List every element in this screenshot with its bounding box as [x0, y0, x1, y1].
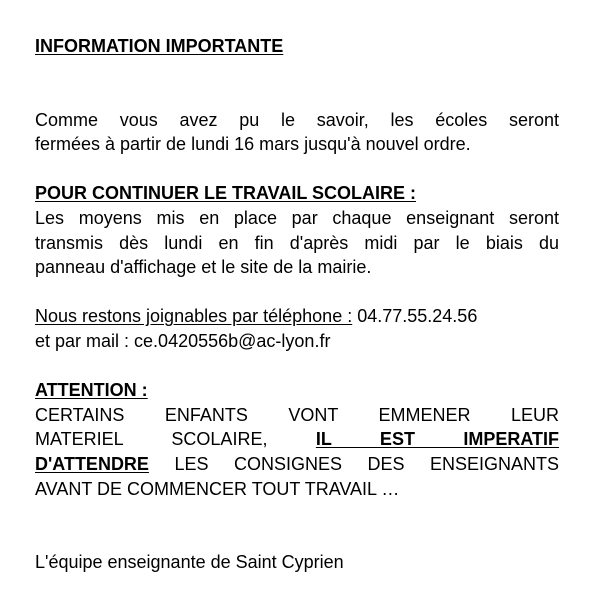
continue-heading-text: POUR CONTINUER LE TRAVAIL SCOLAIRE :	[35, 183, 417, 204]
mail-address: ce.0420556b@ac-lyon.fr	[134, 330, 331, 351]
mail-label: et par mail :	[35, 330, 135, 351]
intro-paragraph	[35, 108, 559, 157]
attention-line-1: CERTAINS ENFANTS VONT EMMENER LEUR	[35, 404, 559, 425]
contact-mail-line	[35, 329, 559, 354]
attention-line-2	[35, 427, 559, 452]
contact-section	[35, 304, 559, 353]
attention-heading-text: ATTENTION :	[35, 380, 148, 401]
phone-number: 04.77.55.24.56	[352, 306, 478, 327]
phone-label: Nous restons joignables par téléphone :	[35, 306, 353, 327]
continue-line-1: Les moyens mis en place par chaque enseignant seront	[35, 207, 559, 228]
title-text: INFORMATION IMPORTANTE	[35, 36, 284, 56]
continue-section	[35, 181, 559, 279]
attention-heading	[35, 378, 559, 403]
contact-phone-line	[35, 304, 559, 329]
continue-line-3: panneau d'affichage et le site de la mairie.	[35, 257, 372, 278]
document-page	[35, 34, 559, 575]
attention-line-3	[35, 452, 559, 477]
attention-emphasis-b: D'ATTENDRE	[35, 453, 149, 474]
intro-line-1: Comme vous avez pu le savoir, les écoles seront	[35, 109, 559, 130]
document-title	[35, 34, 559, 59]
attention-line-3-rest: LES CONSIGNES DES ENSEIGNANTS	[148, 453, 559, 474]
attention-section	[35, 378, 559, 501]
attention-line-2-start: MATERIEL SCOLAIRE,	[35, 429, 316, 450]
intro-line-2: fermées à partir de lundi 16 mars jusqu'à nouvel ordre.	[35, 134, 471, 155]
continue-line-2: transmis dès lundi en fin d'après midi par le biais du	[35, 232, 559, 253]
signature: L'équipe enseignante de Saint Cyprien	[35, 552, 344, 573]
continue-heading	[35, 181, 559, 206]
attention-emphasis-a: IL EST IMPERATIF	[315, 429, 560, 450]
attention-line-4: AVANT DE COMMENCER TOUT TRAVAIL …	[35, 478, 400, 499]
